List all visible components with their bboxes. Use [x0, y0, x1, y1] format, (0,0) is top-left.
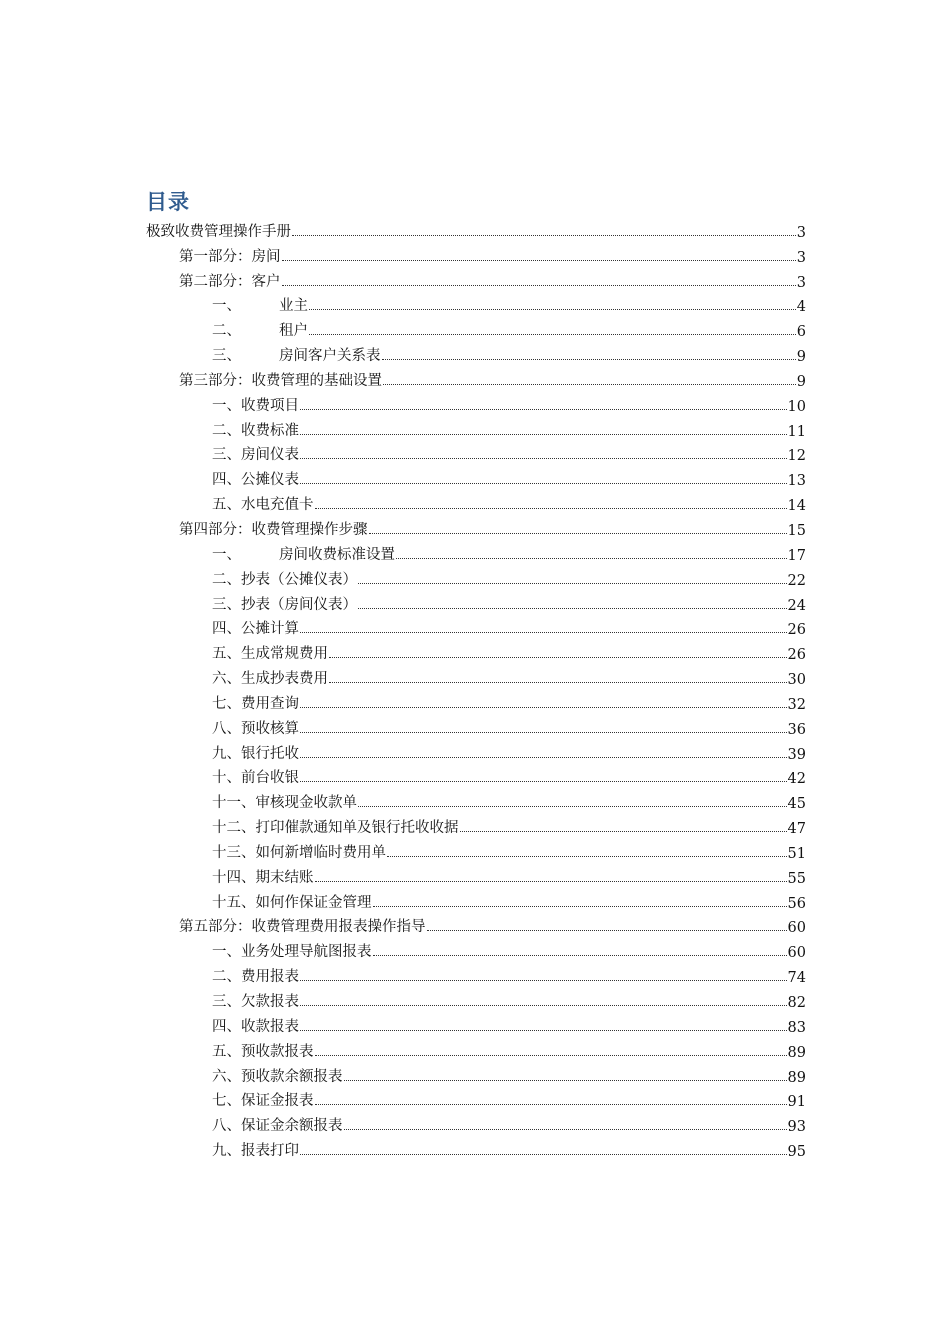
toc-entry[interactable]: [146, 1011, 806, 1036]
dot-leader: [387, 856, 787, 857]
toc-entry[interactable]: [146, 340, 806, 365]
toc-entry-page-number: 56: [787, 895, 806, 912]
toc-entry-title: 二、抄表（公摊仪表）: [212, 571, 357, 588]
toc-entry-page-number: 51: [787, 845, 806, 862]
toc-entry-title: 四、公摊计算: [212, 621, 299, 638]
dot-leader: [300, 458, 787, 459]
toc-entry[interactable]: [146, 936, 806, 961]
toc-entry-page-number: 36: [787, 721, 806, 738]
toc-entry-page-number: 22: [787, 572, 806, 589]
toc-entry-title: 第一部分：房间: [179, 248, 281, 265]
toc-entry[interactable]: [146, 589, 806, 614]
toc-entry-title: 十、前台收银: [212, 770, 299, 787]
dot-leader: [373, 906, 787, 907]
dot-leader: [427, 930, 787, 931]
toc-entry-page-number: 6: [796, 324, 806, 341]
toc-entry-title: 第三部分：收费管理的基础设置: [179, 372, 382, 389]
dot-leader: [282, 260, 796, 261]
toc-entry-title: 九、银行托收: [212, 745, 299, 762]
toc-entry-title: 四、公摊仪表: [212, 472, 299, 489]
toc-entry-title: 七、费用查询: [212, 695, 299, 712]
toc-entry[interactable]: [146, 738, 806, 763]
toc-entry-page-number: 91: [787, 1094, 806, 1111]
dot-leader: [300, 483, 787, 484]
toc-entry-title: 五、生成常规费用: [212, 646, 328, 663]
toc-entry[interactable]: [146, 912, 806, 937]
toc-entry-page-number: 14: [787, 498, 806, 515]
toc-entry[interactable]: [146, 415, 806, 440]
toc-entry[interactable]: [146, 862, 806, 887]
toc-entry-page-number: 3: [796, 249, 806, 266]
dot-leader: [282, 285, 796, 286]
toc-entry[interactable]: [146, 291, 806, 316]
toc-entry[interactable]: [146, 539, 806, 564]
toc-entry[interactable]: [146, 961, 806, 986]
toc-entry[interactable]: [146, 688, 806, 713]
toc-entry-page-number: 9: [796, 373, 806, 390]
toc-entry-title: 租户: [279, 323, 308, 340]
toc-entry-title: 三、欠款报表: [212, 994, 299, 1010]
toc-entry-title: 六、生成抄表费用: [212, 671, 328, 688]
toc-entry-page-number: 45: [787, 796, 806, 813]
dot-leader: [396, 558, 787, 559]
toc-entry-page-number: 95: [787, 1144, 806, 1161]
toc-entry-page-number: 60: [787, 945, 806, 962]
toc-entry[interactable]: [146, 241, 806, 266]
toc-entry-page-number: 89: [787, 1069, 806, 1086]
table-of-contents: [146, 216, 806, 1160]
dot-leader: [344, 1129, 787, 1130]
toc-entry-page-number: 26: [787, 622, 806, 639]
toc-entry-number: 三、: [212, 348, 241, 365]
dot-leader: [300, 1030, 787, 1031]
dot-leader: [358, 608, 787, 609]
toc-entry-page-number: 47: [787, 821, 806, 838]
toc-entry-title: 十三、如何新增临时费用单: [212, 844, 386, 861]
toc-entry-page-number: 74: [787, 970, 806, 987]
toc-entry[interactable]: [146, 1061, 806, 1086]
toc-entry-page-number: 17: [787, 547, 806, 564]
toc-entry-title: 九、报表打印: [212, 1143, 299, 1160]
toc-entry[interactable]: [146, 787, 806, 812]
dot-leader: [292, 235, 796, 236]
toc-entry-title: 一、收费项目: [212, 397, 299, 414]
toc-entry-title: 八、保证金余额报表: [212, 1118, 343, 1135]
toc-entry-page-number: 55: [787, 870, 806, 887]
toc-entry[interactable]: [146, 763, 806, 788]
toc-entry-page-number: 83: [787, 1019, 806, 1036]
toc-entry-page-number: 3: [796, 224, 806, 241]
dot-leader: [358, 583, 787, 584]
dot-leader: [315, 1055, 787, 1056]
toc-entry[interactable]: [146, 514, 806, 539]
dot-leader: [329, 682, 787, 683]
toc-entry-page-number: 42: [787, 771, 806, 788]
dot-leader: [300, 781, 787, 782]
toc-entry-page-number: 32: [787, 696, 806, 713]
toc-entry-number: 二、: [212, 323, 241, 340]
dot-leader: [300, 409, 787, 410]
dot-leader: [315, 881, 787, 882]
dot-leader: [373, 955, 787, 956]
dot-leader: [309, 309, 796, 310]
toc-entry[interactable]: [146, 837, 806, 862]
toc-entry[interactable]: [146, 1135, 806, 1160]
toc-entry[interactable]: [146, 663, 806, 688]
toc-entry-title: 五、预收款报表: [212, 1043, 314, 1060]
toc-entry-title: 十一、审核现金收款单: [212, 795, 357, 812]
toc-entry[interactable]: [146, 489, 806, 514]
toc-title: 目录: [146, 190, 190, 214]
toc-entry-title: 十二、打印催款通知单及银行托收收据: [212, 820, 459, 837]
toc-entry-title: 二、费用报表: [212, 969, 299, 986]
toc-entry-title: 三、房间仪表: [212, 447, 299, 464]
dot-leader: [460, 831, 787, 832]
dot-leader: [300, 434, 787, 435]
dot-leader: [309, 334, 796, 335]
toc-entry-title: 十四、期末结账: [212, 869, 314, 886]
toc-entry-title: 房间收费标准设置: [279, 546, 395, 563]
toc-entry-page-number: 4: [796, 299, 806, 316]
toc-entry-title: 四、收款报表: [212, 1018, 299, 1035]
toc-entry-number: 一、: [212, 298, 241, 315]
toc-entry-page-number: 9: [796, 349, 806, 366]
toc-entry[interactable]: [146, 216, 806, 241]
toc-entry-page-number: 13: [787, 473, 806, 490]
dot-leader: [358, 806, 787, 807]
toc-entry-title: 房间客户关系表: [279, 348, 381, 365]
toc-entry-page-number: 60: [787, 920, 806, 937]
dot-leader: [369, 533, 787, 534]
toc-entry-title: 极致收费管理操作手册: [146, 223, 291, 240]
dot-leader: [300, 757, 787, 758]
toc-entry-title: 六、预收款余额报表: [212, 1068, 343, 1085]
dot-leader: [383, 384, 796, 385]
toc-entry[interactable]: [146, 315, 806, 340]
toc-entry-title: 业主: [279, 298, 308, 315]
toc-entry-title: 五、水电充值卡: [212, 497, 314, 514]
toc-entry-page-number: 10: [787, 398, 806, 415]
toc-entry-title: 十五、如何作保证金管理: [212, 894, 372, 911]
toc-entry[interactable]: [146, 365, 806, 390]
dot-leader: [300, 732, 787, 733]
toc-entry-page-number: 12: [787, 448, 806, 465]
toc-entry[interactable]: [146, 614, 806, 639]
toc-entry[interactable]: [146, 812, 806, 837]
toc-entry-title: 第二部分：客户: [179, 273, 281, 290]
dot-leader: [300, 1154, 787, 1155]
toc-entry[interactable]: [146, 1086, 806, 1111]
toc-entry-page-number: 89: [787, 1044, 806, 1061]
toc-entry-number: 一、: [212, 546, 241, 563]
dot-leader: [344, 1080, 787, 1081]
toc-entry-page-number: 30: [787, 672, 806, 689]
toc-entry[interactable]: [146, 1110, 806, 1135]
toc-entry[interactable]: [146, 564, 806, 589]
dot-leader: [315, 508, 787, 509]
dot-leader: [329, 657, 787, 658]
toc-entry-page-number: 11: [787, 423, 806, 440]
toc-entry[interactable]: [146, 638, 806, 663]
toc-entry-page-number: 15: [787, 522, 806, 539]
toc-entry-page-number: 93: [787, 1119, 806, 1136]
toc-entry-title: 七、保证金报表: [212, 1093, 314, 1110]
dot-leader: [300, 980, 787, 981]
toc-entry[interactable]: [146, 464, 806, 489]
toc-entry[interactable]: [146, 713, 806, 738]
toc-entry[interactable]: [146, 440, 806, 465]
toc-entry-title: 八、预收核算: [212, 720, 299, 737]
toc-entry-page-number: 24: [787, 597, 806, 614]
toc-entry-page-number: 3: [796, 274, 806, 291]
toc-entry-page-number: 82: [787, 995, 806, 1011]
toc-entry-title: 第五部分：收费管理费用报表操作指导: [179, 919, 426, 936]
toc-entry-title: 第四部分：收费管理操作步骤: [179, 521, 368, 538]
toc-entry[interactable]: [146, 887, 806, 912]
dot-leader: [300, 632, 787, 633]
dot-leader: [382, 359, 796, 360]
toc-entry-title: 一、业务处理导航图报表: [212, 944, 372, 961]
dot-leader: [300, 707, 787, 708]
dot-leader: [300, 1005, 787, 1006]
toc-entry-title: 二、收费标准: [212, 422, 299, 439]
toc-entry[interactable]: [146, 986, 806, 1011]
toc-entry-page-number: 26: [787, 647, 806, 664]
dot-leader: [315, 1104, 787, 1105]
toc-entry-title: 三、抄表（房间仪表）: [212, 596, 357, 613]
toc-entry-page-number: 39: [787, 746, 806, 763]
toc-entry[interactable]: [146, 1036, 806, 1061]
toc-entry[interactable]: [146, 266, 806, 291]
toc-entry[interactable]: [146, 390, 806, 415]
